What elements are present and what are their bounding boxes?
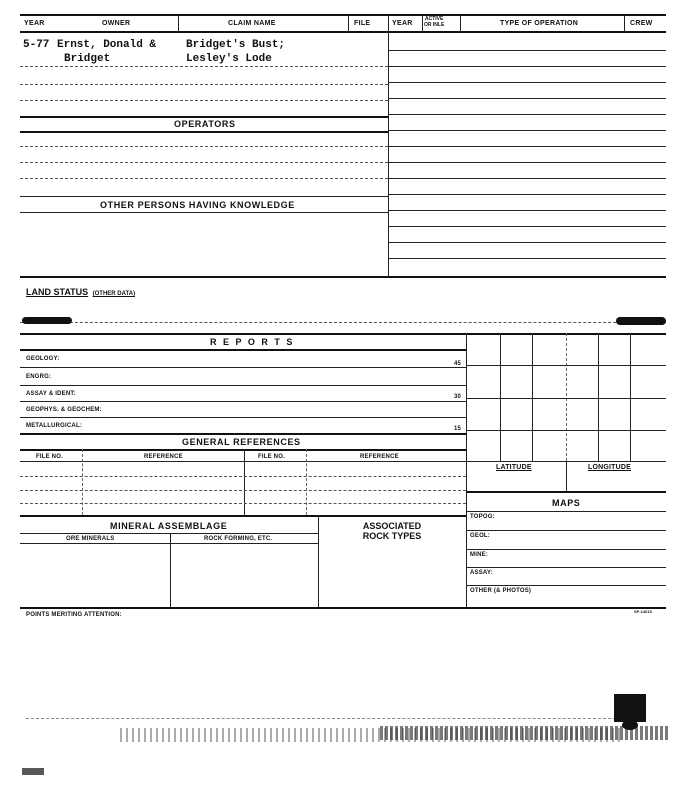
- land-status-heading: LAND STATUS (OTHER DATA): [26, 287, 136, 297]
- map-row-label: ASSAY:: [470, 570, 493, 576]
- ref-col-reference-2: REFERENCE: [360, 454, 399, 460]
- longitude-label: LONGITUDE: [588, 464, 632, 471]
- form-number: SP-14615: [634, 609, 652, 614]
- report-row-number: 30: [454, 394, 462, 400]
- map-row-label: TOPOG:: [470, 514, 495, 520]
- header-claim-name: CLAIM NAME: [228, 20, 276, 27]
- map-row-label: MINE:: [470, 552, 488, 558]
- header-crew: CREW: [630, 20, 653, 27]
- entry-year: 5-77: [23, 39, 50, 51]
- ref-col-file-no: FILE NO.: [36, 454, 63, 460]
- ref-col-file-no-2: FILE NO.: [258, 454, 285, 460]
- rock-forming-label: ROCK FORMING, ETC.: [204, 536, 273, 542]
- associated-rock-types: ASSOCIATED ROCK TYPES: [362, 521, 422, 541]
- header-active: ACTIVE OR INLE: [424, 16, 445, 28]
- report-row-label: ASSAY & IDENT:: [26, 391, 76, 397]
- ore-minerals-label: ORE MINERALS: [66, 536, 115, 542]
- header-year-2: YEAR: [392, 20, 413, 27]
- reports-heading: R E P O R T S: [210, 337, 295, 347]
- latitude-label: LATITUDE: [496, 464, 532, 471]
- entry-owner-line2: Bridget: [64, 53, 111, 65]
- header-year: YEAR: [24, 20, 45, 27]
- ref-col-reference: REFERENCE: [144, 454, 183, 460]
- header-file: FILE: [354, 20, 371, 27]
- header-type-of-operation: TYPE OF OPERATION: [500, 20, 579, 27]
- entry-claim-line1: Bridget's Bust;: [186, 39, 286, 51]
- map-row-label: GEOL:: [470, 533, 490, 539]
- general-references-heading: GENERAL REFERENCES: [182, 437, 301, 447]
- report-row-label: ENGRG:: [26, 374, 52, 380]
- points-meriting-attention-label: POINTS MERITING ATTENTION:: [26, 612, 122, 618]
- other-persons-heading: OTHER PERSONS HAVING KNOWLEDGE: [100, 200, 295, 210]
- ink-smudge-left: [22, 317, 72, 324]
- report-row-label: METALLURGICAL:: [26, 423, 83, 429]
- report-row-label: GEOLOGY:: [26, 356, 60, 362]
- ink-smudge-right: [616, 317, 666, 325]
- report-row-number: 15: [454, 426, 462, 432]
- entry-owner-line1: Ernst, Donald &: [57, 39, 157, 51]
- header-owner: OWNER: [102, 20, 131, 27]
- entry-claim-line2: Lesley's Lode: [186, 53, 272, 65]
- operators-heading: OPERATORS: [174, 119, 236, 129]
- report-row-label: GEOPHYS. & GEOCHEM:: [26, 407, 102, 413]
- maps-heading: MAPS: [552, 498, 581, 508]
- mineral-assemblage-heading: MINERAL ASSEMBLAGE: [110, 521, 228, 531]
- report-row-number: 45: [454, 361, 462, 367]
- map-row-label: OTHER (& PHOTOS): [470, 588, 532, 594]
